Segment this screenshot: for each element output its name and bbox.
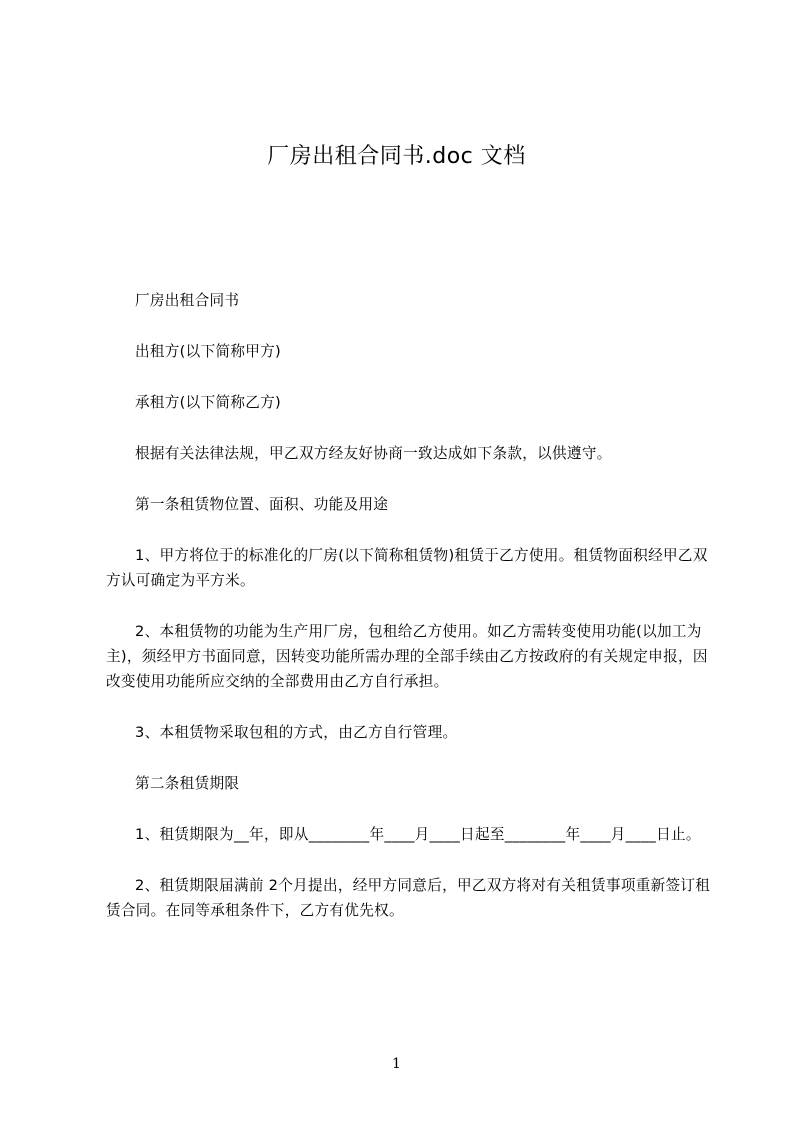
paragraph-article-2-heading: 第二条租赁期限 bbox=[135, 775, 240, 792]
document-title: 厂房出租合同书.doc 文档 bbox=[267, 144, 526, 169]
paragraph-article-1-clause-1: 1、甲方将位于的标准化的厂房(以下简称租赁物)租赁于乙方使用。租赁物面积经甲乙双方认可确定为平方米。 bbox=[106, 547, 708, 589]
paragraph-article-2-clause-2: 2、租赁期限届满前 2个月提出，经甲方同意后，甲乙双方将对有关租赁事项重新签订租赁合同。在同等承租条件下，乙方有优先权。 bbox=[106, 877, 711, 919]
paragraph-lessee: 承租方(以下简称乙方) bbox=[135, 394, 282, 411]
paragraph-contract-heading: 厂房出租合同书 bbox=[135, 292, 240, 309]
paragraph-lessor: 出租方(以下简称甲方) bbox=[135, 343, 282, 360]
paragraph-article-2-clause-1: 1、租赁期限为__年，即从________年____月____日起至________年____月____日止。 bbox=[135, 826, 701, 843]
document-body bbox=[106, 288, 714, 949]
page-number: 1 bbox=[392, 1056, 401, 1072]
paragraph-article-1-clause-3: 3、本租赁物采取包租的方式，由乙方自行管理。 bbox=[135, 724, 458, 741]
paragraph-article-1-clause-2: 2、本租赁物的功能为生产用厂房，包租给乙方使用。如乙方需转变使用功能(以加工为主)，须经甲方书面同意，因转变功能所需办理的全部手续由乙方按政府的有关规定申报，因改变使用功能所应交纳的全部费用由乙方自行承担。 bbox=[106, 623, 708, 690]
paragraph-article-1-heading: 第一条租赁物位置、面积、功能及用途 bbox=[135, 496, 389, 513]
paragraph-preamble: 根据有关法律法规，甲乙双方经友好协商一致达成如下条款，以供遵守。 bbox=[135, 445, 612, 462]
